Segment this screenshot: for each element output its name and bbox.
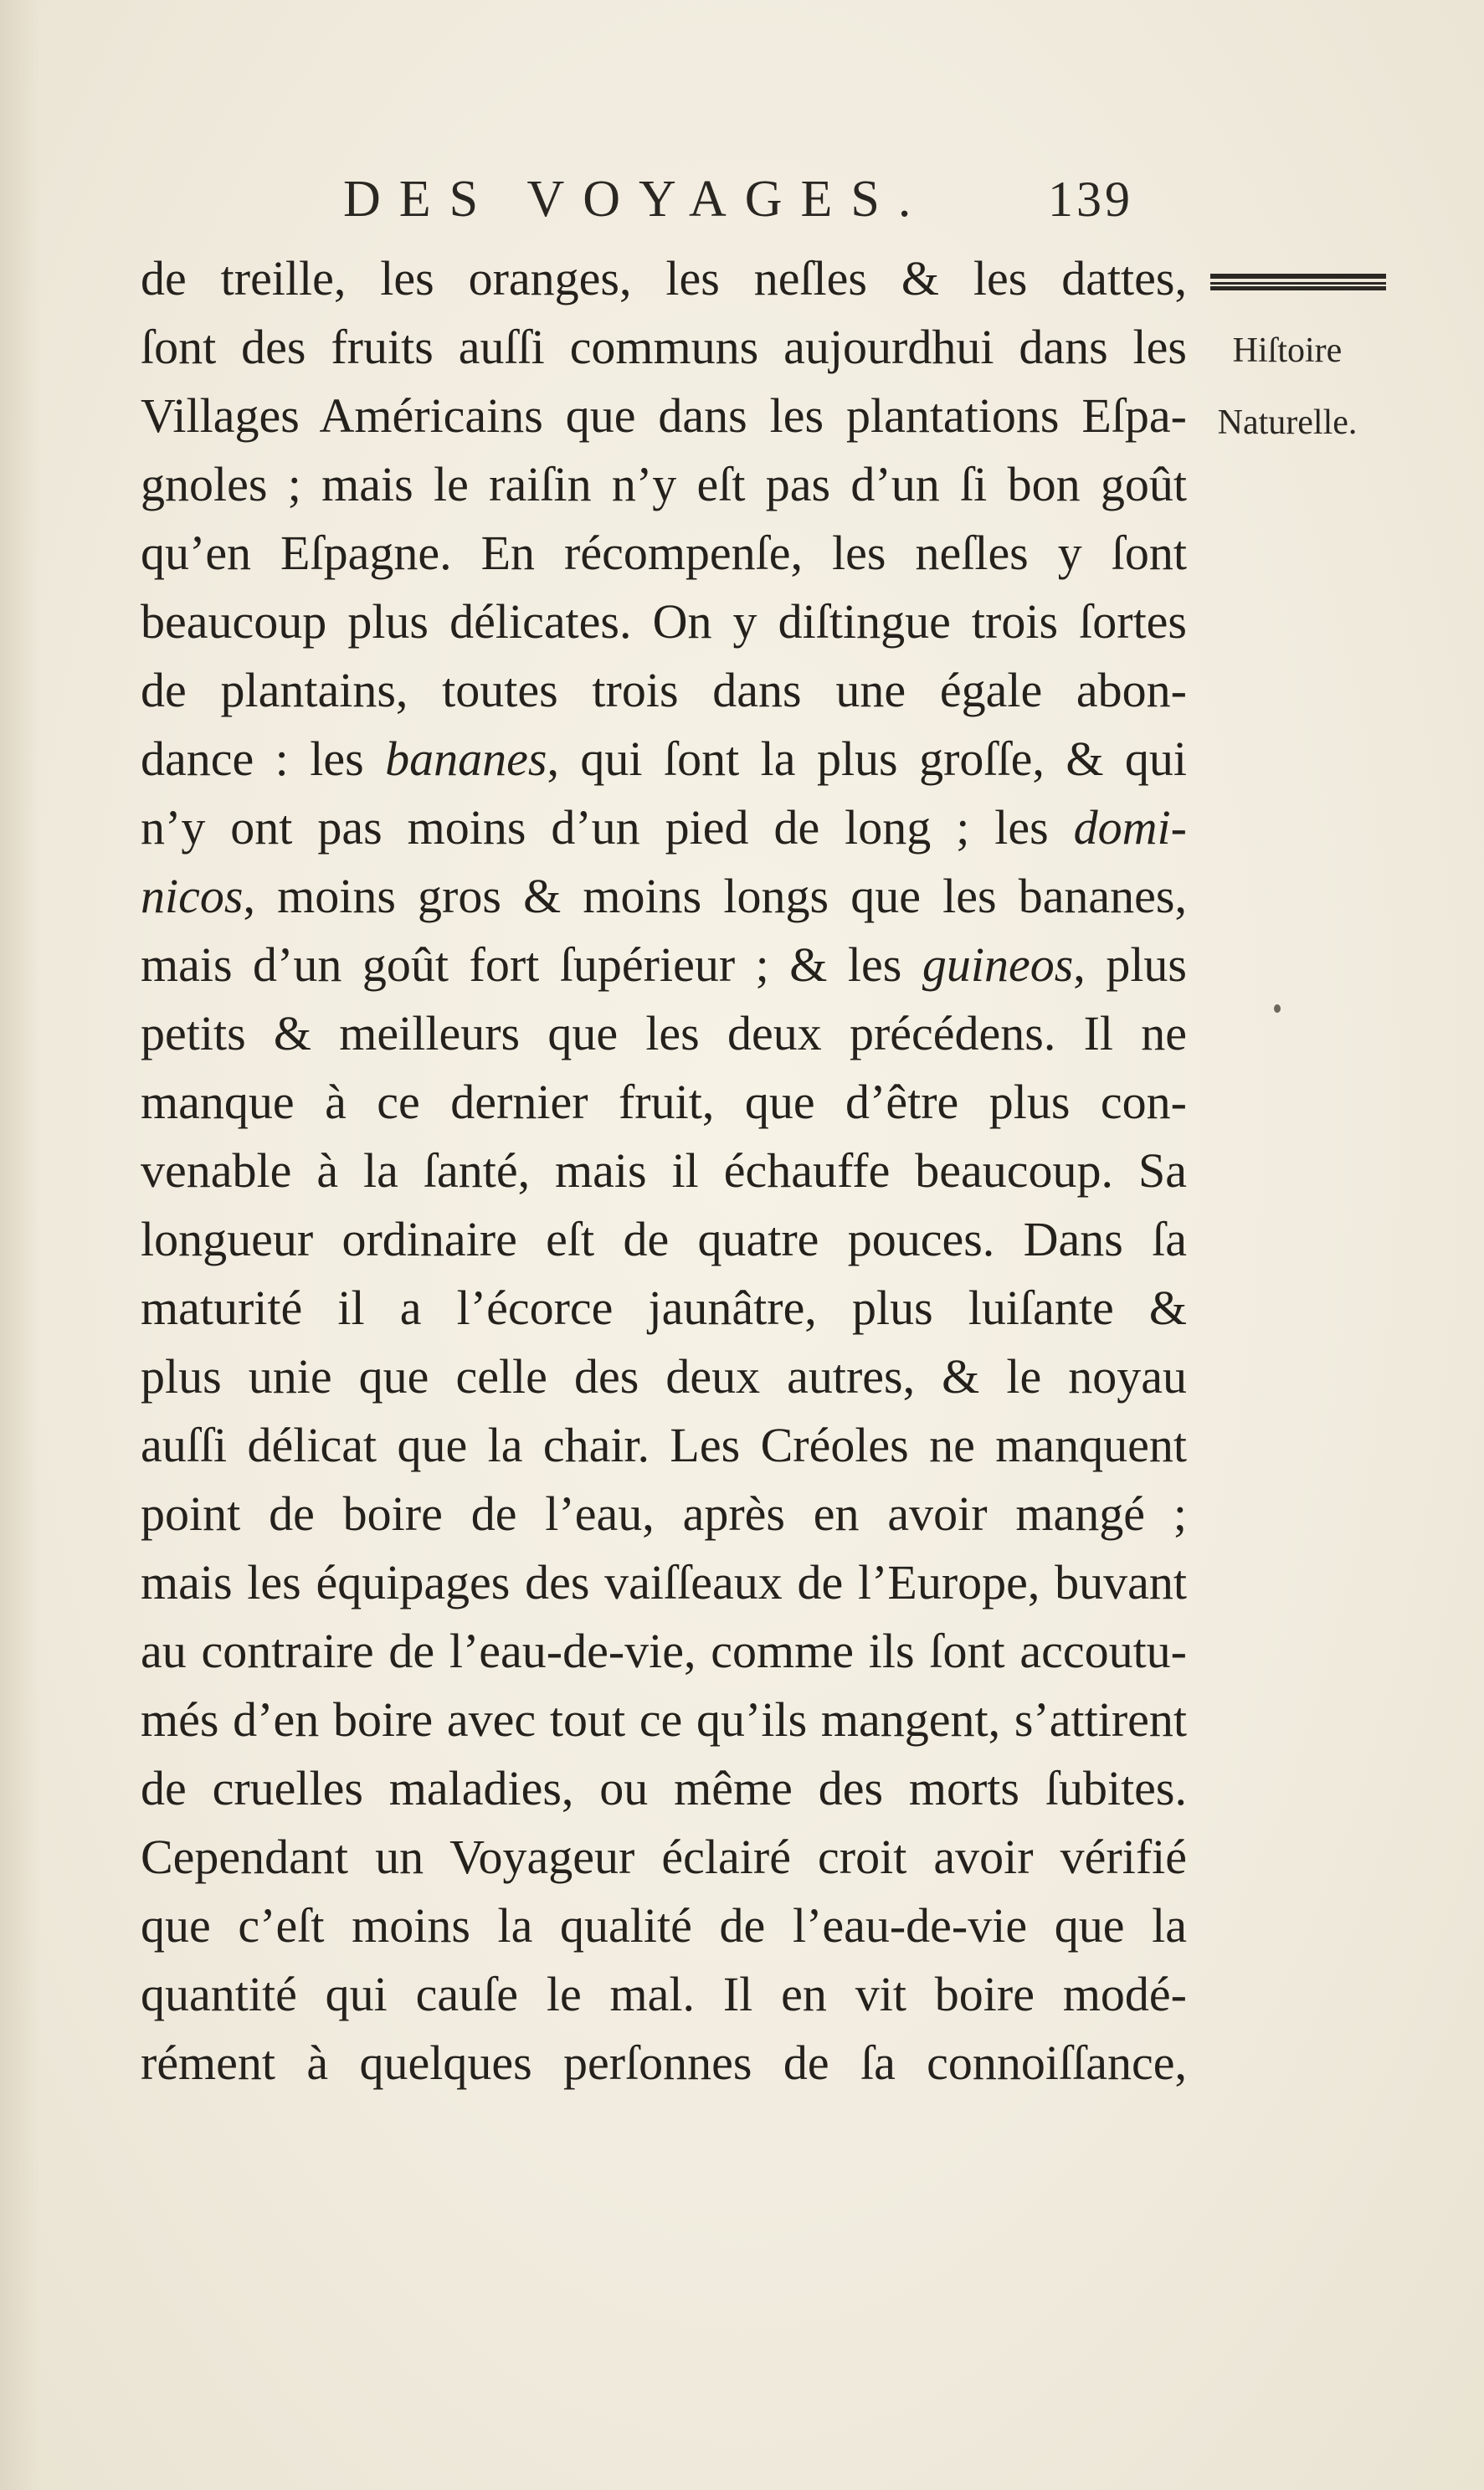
italic-term: domi- <box>1073 800 1187 855</box>
margin-rule-thick <box>1210 274 1386 279</box>
body-line: petits & meilleurs que les deux précédens. Il ne <box>141 1006 1187 1060</box>
body-line: nicos, moins gros & moins longs que les bananes, <box>141 869 1187 923</box>
margin-note-line-1: Hiſtoire <box>1232 331 1343 370</box>
body-line: plus unie que celle des deux autres, & le noyau <box>141 1349 1187 1404</box>
body-line: dance : les bananes, qui ſont la plus groſſe, & qui <box>141 732 1187 786</box>
body-line: longueur ordinaire eſt de quatre pouces. Dans ſa <box>141 1212 1187 1266</box>
body-line: qu’en Eſpagne. En récompenſe, les neſles y ſont <box>141 526 1187 580</box>
margin-rule-thin <box>1210 282 1386 285</box>
body-line: mais les équipages des vaiſſeaux de l’Europe, buvant <box>141 1555 1187 1610</box>
body-line: maturité il a l’écorce jaunâtre, plus luiſante & <box>141 1281 1187 1335</box>
body-line: Cependant un Voyageur éclairé croit avoir vérifié <box>141 1830 1187 1884</box>
margin-rule-base <box>1210 286 1386 290</box>
body-line: au contraire de l’eau-de-vie, comme ils ſont accoutu- <box>141 1624 1187 1678</box>
paper-speck <box>1274 1004 1281 1013</box>
body-line: mais d’un goût fort ſupérieur ; & les guineos, plus <box>141 937 1187 992</box>
italic-term: nicos <box>141 869 244 923</box>
body-line: beaucoup plus délicates. On y diſtingue trois ſortes <box>141 594 1187 649</box>
body-line: més d’en boire avec tout ce qu’ils mangent, s’attirent <box>141 1692 1187 1747</box>
body-line: quantité qui cauſe le mal. Il en vit boire modé- <box>141 1967 1187 2021</box>
body-line: auſſi délicat que la chair. Les Créoles ne manquent <box>141 1418 1187 1472</box>
body-line: que c’eſt moins la qualité de l’eau-de-vie que la <box>141 1898 1187 1953</box>
page-number: 139 <box>1048 172 1133 227</box>
running-head <box>343 166 1180 233</box>
body-line: n’y ont pas moins d’un pied de long ; les domi- <box>141 800 1187 855</box>
body-line: de treille, les oranges, les neſles & les dattes, <box>141 251 1187 305</box>
body-line: de plantains, toutes trois dans une égale abon- <box>141 663 1187 717</box>
margin-note-line-2: Naturelle. <box>1217 403 1358 442</box>
body-line: Villages Américains que dans les plantations Eſpa- <box>141 388 1187 443</box>
italic-term: guineos <box>922 937 1074 992</box>
margin-ornament-rule <box>1210 274 1386 290</box>
body-line: manque à ce dernier fruit, que d’être plus con- <box>141 1075 1187 1129</box>
body-text <box>141 244 1187 2097</box>
body-line: ſont des fruits auſſi communs aujourdhui dans les <box>141 320 1187 374</box>
body-line: de cruelles maladies, ou même des morts ſubites. <box>141 1761 1187 1815</box>
body-line: venable à la ſanté, mais il échauffe beaucoup. Sa <box>141 1143 1187 1198</box>
body-line: rément à quelques perſonnes de ſa connoiſſance, <box>141 2036 1187 2090</box>
margin-note <box>1187 315 1388 459</box>
body-line: gnoles ; mais le raiſin n’y eſt pas d’un ſi bon goût <box>141 457 1187 511</box>
running-head-title: DES VOYAGES. <box>343 171 930 228</box>
body-line: point de boire de l’eau, après en avoir mangé ; <box>141 1486 1187 1541</box>
italic-term: bananes <box>385 732 547 786</box>
page-gutter-shadow <box>0 0 40 2490</box>
